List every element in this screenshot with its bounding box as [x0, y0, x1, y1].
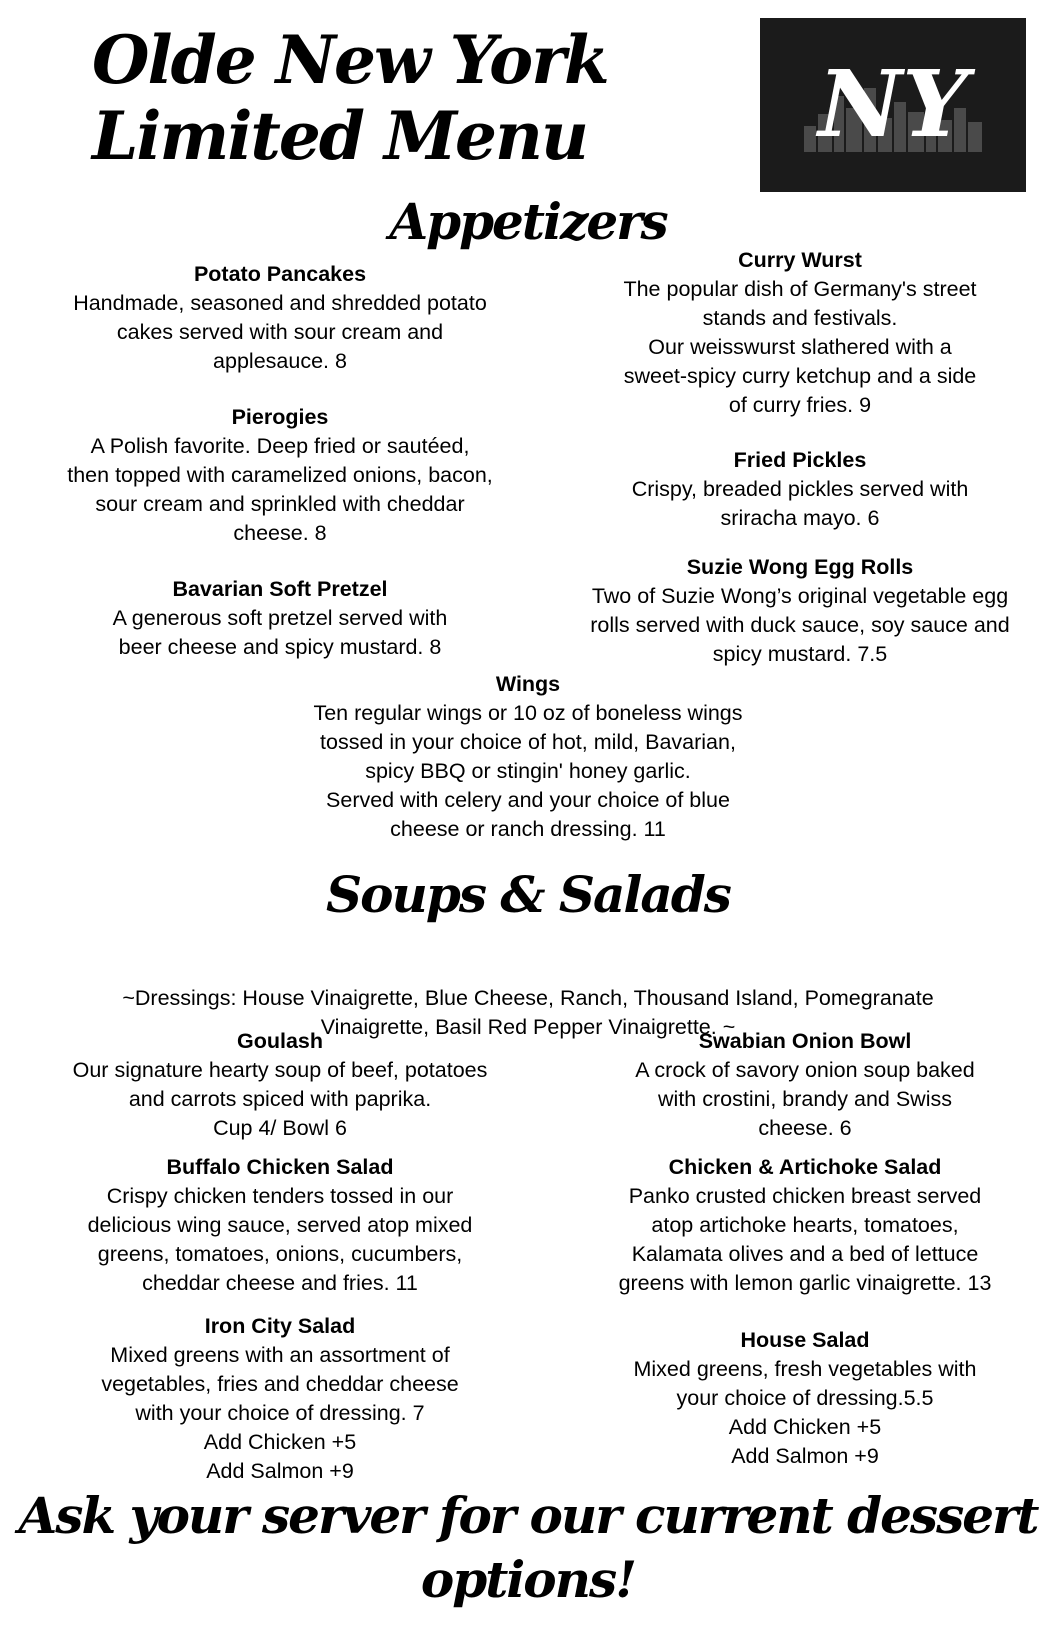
menu-item-iron-city-salad — [30, 1312, 530, 1486]
menu-item-pierogies — [30, 403, 530, 548]
item-description: Mixed greens with an assortment of vegetables, fries and cheddar cheese with your choice of dressing. 7 Add Chicken +5 Add Salmon +9 — [101, 1343, 459, 1483]
logo-text: NY — [818, 50, 968, 158]
title-line-2: Limited Menu — [92, 97, 588, 175]
item-name: Chicken & Artichoke Salad — [668, 1155, 942, 1179]
restaurant-logo — [760, 18, 1026, 192]
item-description: Two of Suzie Wong’s original vegetable egg rolls served with duck sauce, soy sauce and spicy mustard. 7.5 — [590, 584, 1010, 666]
menu-item-potato-pancakes — [30, 260, 530, 376]
dressings-text: ~Dressings: House Vinaigrette, Blue Cheese, Ranch, Thousand Island, Pomegranate Vinaigrette, Basil Red Pepper Vinaigrette. ~ — [122, 986, 934, 1039]
menu-item-goulash — [30, 1027, 530, 1143]
item-name: Potato Pancakes — [193, 262, 367, 286]
item-name: House Salad — [740, 1328, 870, 1352]
menu-item-curry-wurst — [560, 246, 1040, 420]
item-description: Mixed greens, fresh vegetables with your choice of dressing.5.5 Add Chicken +5 Add Salmon +9 — [633, 1357, 977, 1468]
item-name: Swabian Onion Bowl — [698, 1029, 912, 1053]
item-name: Goulash — [236, 1029, 323, 1053]
item-name: Bavarian Soft Pretzel — [172, 577, 388, 601]
item-description: Panko crusted chicken breast served atop artichoke hearts, tomatoes, Kalamata olives and a bed of lettuce greens with lemon garlic vinaigrette. 13 — [618, 1184, 992, 1295]
item-description: A Polish favorite. Deep fried or sautéed, then topped with caramelized onions, bacon, sour cream and sprinkled with cheddar cheese. 8 — [67, 434, 493, 545]
menu-item-chicken-artichoke-salad — [555, 1153, 1055, 1298]
menu-item-bavarian-soft-pretzel — [30, 575, 530, 662]
item-name: Wings — [495, 672, 561, 696]
item-name: Curry Wurst — [738, 248, 862, 272]
item-description: A crock of savory onion soup baked with crostini, brandy and Swiss cheese. 6 — [635, 1058, 975, 1140]
menu-item-wings — [260, 670, 796, 844]
menu-item-swabian-onion-bowl — [555, 1027, 1055, 1143]
item-name: Suzie Wong Egg Rolls — [686, 555, 914, 579]
item-description: The popular dish of Germany's street stands and festivals. Our weisswurst slathered with a sweet-spicy curry ketchup and a side of curry fries. 9 — [623, 277, 977, 417]
dessert-footer: Ask your server for our current dessert options! — [18, 1486, 1038, 1609]
menu-item-buffalo-chicken-salad — [30, 1153, 530, 1298]
item-description: Handmade, seasoned and shredded potato cakes served with sour cream and applesauce. 8 — [73, 291, 487, 373]
item-description: A generous soft pretzel served with beer cheese and spicy mustard. 8 — [112, 606, 448, 659]
skyline-logo-icon — [760, 18, 1026, 192]
menu-title — [92, 22, 608, 174]
appetizers-heading: Appetizers — [389, 192, 667, 251]
title-line-1: Olde New York — [92, 21, 608, 99]
item-name: Iron City Salad — [204, 1314, 356, 1338]
menu-item-fried-pickles — [560, 446, 1040, 533]
item-name: Buffalo Chicken Salad — [166, 1155, 394, 1179]
item-description: Crispy, breaded pickles served with sriracha mayo. 6 — [631, 477, 969, 530]
menu-item-suzie-wong-egg-rolls — [545, 553, 1055, 669]
item-name: Pierogies — [231, 405, 329, 429]
soups-salads-heading: Soups & Salads — [326, 865, 730, 924]
item-description: Crispy chicken tenders tossed in our delicious wing sauce, served atop mixed greens, tomatoes, onions, cucumbers, cheddar cheese and fries. 11 — [87, 1184, 473, 1295]
item-description: Our signature hearty soup of beef, potatoes and carrots spiced with paprika. Cup 4/ Bowl 6 — [72, 1058, 488, 1140]
item-name: Fried Pickles — [733, 448, 867, 472]
item-description: Ten regular wings or 10 oz of boneless wings tossed in your choice of hot, mild, Bavarian, spicy BBQ or stingin' honey garlic. Served with celery and your choice of blue cheese or ranch dressing. 11 — [313, 701, 743, 841]
menu-item-house-salad — [555, 1326, 1055, 1471]
